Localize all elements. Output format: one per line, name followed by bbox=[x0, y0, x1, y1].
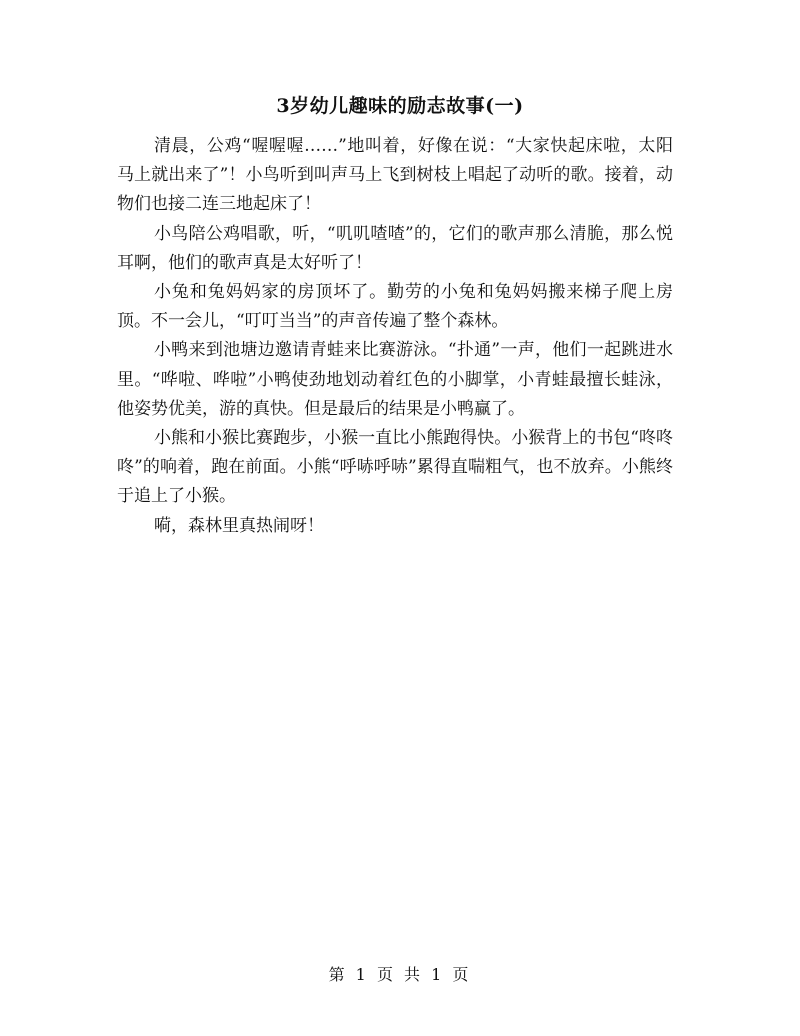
page-footer: 第 1 页 共 1 页 bbox=[328, 965, 472, 984]
document-title: 3岁幼儿趣味的励志故事(一) bbox=[276, 95, 524, 117]
paragraph: 小熊和小猴比赛跑步，小猴一直比小熊跑得快。小猴背上的书包“咚咚咚”的响着，跑在前面。小熊“呼哧呼哧”累得直喘粗气，也不放弃。小熊终于追上了小猴。 bbox=[117, 428, 673, 507]
document-body bbox=[117, 132, 673, 541]
paragraph: 清晨，公鸡“喔喔喔……”地叫着，好像在说：“大家快起床啦，太阳马上就出来了”！小鸟听到叫声马上飞到树枝上唱起了动听的歌。接着，动物们也接二连三地起床了！ bbox=[117, 136, 673, 215]
paragraph: 嗬，森林里真热闹呀！ bbox=[154, 515, 324, 536]
paragraph: 小兔和兔妈妈家的房顶坏了。勤劳的小兔和兔妈妈搬来梯子爬上房顶。不一会儿，“叮叮当当”的声音传遍了整个森林。 bbox=[117, 282, 673, 332]
paragraph: 小鸟陪公鸡唱歌，听，“叽叽喳喳”的，它们的歌声那么清脆，那么悦耳啊，他们的歌声真是太好听了！ bbox=[117, 223, 673, 273]
paragraph: 小鸭来到池塘边邀请青蛙来比赛游泳。“扑通”一声，他们一起跳进水里。“哗啦、哗啦”小鸭使劲地划动着红色的小脚掌，小青蛙最擅长蛙泳，他姿势优美，游的真快。但是最后的结果是小鸭赢了。 bbox=[117, 340, 673, 419]
